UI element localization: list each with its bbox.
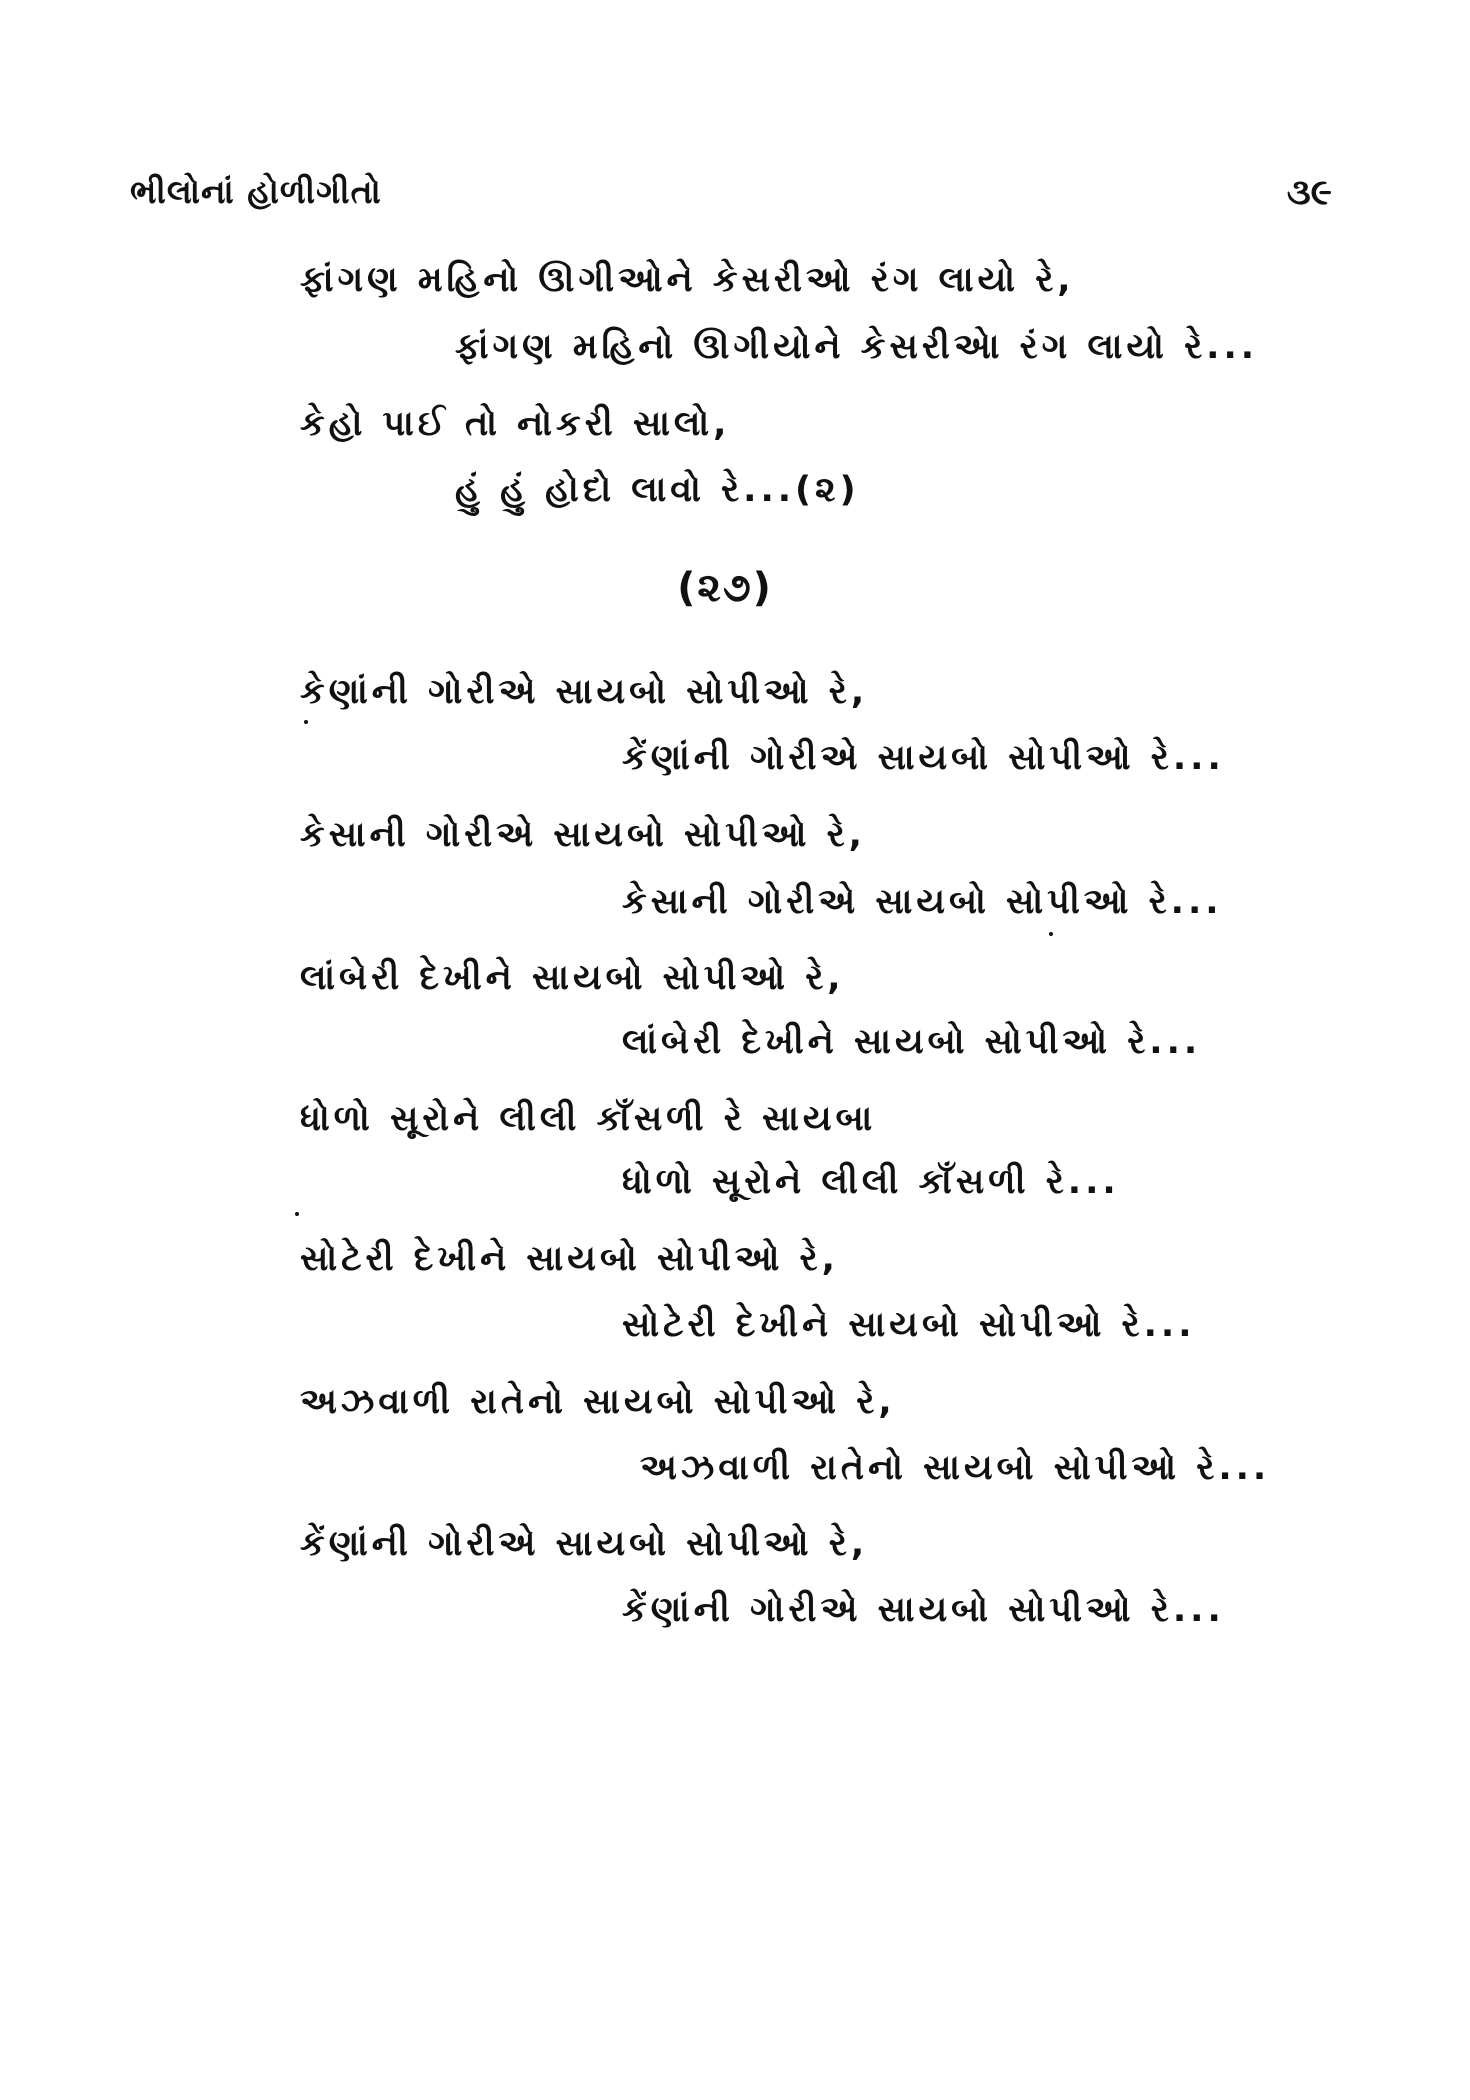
song-number-heading: (૨૭) <box>677 565 773 611</box>
stanza-line: ધોળો સૂરોને લીલી કાઁસળી રે સાયબા <box>300 1099 877 1139</box>
stanza-line: ફાંગણ મહિનો ઊગીઓને કેસરીઓ રંગ લાયો રે, <box>300 260 1075 300</box>
stanza-line-refrain: હું હું હોદો લાવો રે...(૨) <box>455 470 860 510</box>
stanza-line-refrain: કેંણાંની ગોરીએ સાયબો સોપીઓ રે... <box>622 738 1225 778</box>
stanza-line-refrain: સોટેરી દેખીને સાયબો સોપીઓ રે... <box>622 1305 1196 1345</box>
print-speck <box>1049 932 1053 936</box>
stanza-line: કેહો પાઈ તો નોકરી સાલો, <box>300 404 731 444</box>
stanza-line-refrain: લાંબેરી દેખીને સાયબો સોપીઓ રે... <box>622 1022 1202 1062</box>
stanza-line: કેસાની ગોરીએ સાયબો સોપીઓ રે, <box>300 815 866 855</box>
stanza-line: કેંણાંની ગોરીએ સાયબો સોપીઓ રે, <box>300 1524 869 1564</box>
print-speck <box>304 720 308 724</box>
running-header-title: ભીલોનાં હોળીગીતો <box>130 172 382 211</box>
stanza-line: અઝવાળી રાતેનો સાયબો સોપીઓ રે, <box>300 1382 896 1422</box>
stanza-line-refrain: ફાંગણ મહિનો ઊગીયોને કેસરીએા રંગ લાયો રે... <box>455 327 1259 367</box>
stanza-line: લાંબેરી દેખીને સાયબો સોપીઓ રે, <box>300 958 845 998</box>
stanza-line: કેણાંની ગોરીએ સાયબો સોપીઓ રે, <box>300 672 869 712</box>
print-speck <box>295 1212 299 1216</box>
stanza-line-refrain: ધોળો સૂરોને લીલી કાઁસળી રે... <box>622 1162 1120 1202</box>
stanza-line-refrain: અઝવાળી રાતેનો સાયબો સોપીઓ રે... <box>640 1448 1271 1488</box>
stanza-line-refrain: કેંણાંની ગોરીએ સાયબો સોપીઓ રે... <box>622 1590 1225 1630</box>
page-number: ૩૯ <box>1286 172 1332 213</box>
stanza-line-refrain: કેસાની ગોરીએ સાયબો સોપીઓ રે... <box>622 882 1223 922</box>
stanza-line: સોટેરી દેખીને સાયબો સોપીઓ રે, <box>300 1239 839 1279</box>
